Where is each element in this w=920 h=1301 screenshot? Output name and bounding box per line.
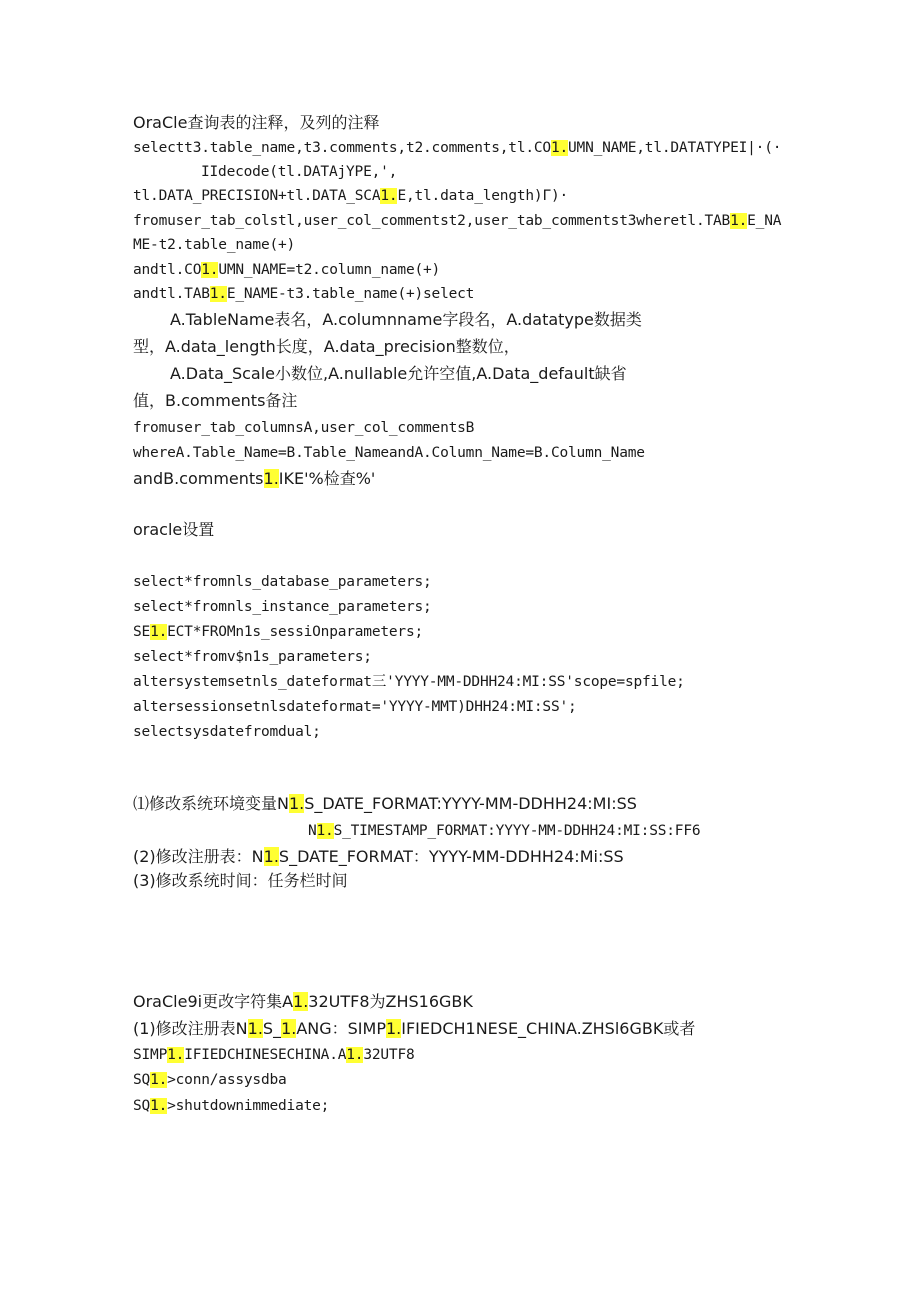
line-text: ⑴修改系统环境变量N [133, 794, 289, 813]
line-text: OraCle9i更改字符集A [133, 992, 294, 1011]
text-line [133, 1096, 329, 1116]
line-text: andB.comments [133, 469, 264, 488]
line-text: E_NA [747, 213, 782, 229]
text-line [133, 186, 568, 206]
text-line [201, 162, 397, 182]
line-text: oracle设置 [133, 520, 215, 539]
text-line [133, 235, 295, 255]
text-line [133, 697, 577, 717]
text-line [133, 1070, 287, 1090]
text-line [133, 647, 372, 667]
line-text: fromuser_tab_colstl,user_col_commentst2,user_tab_commentst3wheretl.TAB [133, 213, 731, 229]
line-text: ME-t2.table_name(+) [133, 237, 296, 253]
highlighted-text: 1. [150, 1098, 168, 1114]
line-text: altersystemsetnls_dateformat三'YYYY-MM-DDHH24:MI:SS'scope=spfile; [133, 674, 685, 690]
highlighted-text: 1. [281, 1019, 297, 1038]
line-text: 32UTF8 [363, 1047, 415, 1063]
line-text: tl.DATA_PRECISION+tl.DATA_SCA [133, 188, 381, 204]
text-line [133, 284, 474, 304]
highlighted-text: 1. [288, 794, 305, 813]
highlighted-text: 1. [263, 469, 279, 488]
line-text: (2)修改注册表：N [133, 847, 264, 866]
text-line [133, 672, 685, 692]
highlighted-text: 1. [247, 1019, 263, 1038]
line-text: S_TIMESTAMP_FORMAT:YYYY-MM-DDHH24:MI:SS:FF6 [333, 823, 701, 839]
text-line [133, 211, 781, 231]
text-line [133, 469, 375, 489]
line-text: IIdecode(tl.DATAjYPE,', [201, 164, 398, 180]
text-line [133, 871, 348, 891]
text-line [133, 337, 520, 357]
line-text: SE [133, 624, 151, 640]
line-text: IKE'%检查%' [278, 469, 376, 488]
text-line [133, 520, 214, 540]
line-text: IFIEDCH1NESE_CHINA.ZHSl6GBK或者 [401, 1019, 696, 1038]
text-line [133, 1019, 695, 1039]
line-text: UMN_NAME,tl.DATATYPEI|·(· [568, 140, 782, 156]
line-text: (3)修改系统时间：任务栏时间 [133, 871, 348, 890]
highlighted-text: 1. [293, 992, 309, 1011]
line-text: SQ [133, 1072, 151, 1088]
line-text: 值，B.comments备注 [133, 391, 298, 410]
line-text: IFIEDCHINESECHINA.A [184, 1047, 347, 1063]
highlighted-text: 1. [380, 188, 398, 204]
line-text: select*fromnls_instance_parameters; [133, 599, 432, 615]
line-text: OraCle查询表的注释，及列的注释 [133, 113, 380, 132]
line-text: A.TableName表名，A.columnname字段名，A.datatype数据类 [170, 310, 642, 329]
line-text: select*fromnls_database_parameters; [133, 574, 432, 590]
line-text: select*fromv$n1s_parameters; [133, 649, 372, 665]
text-line [133, 391, 297, 411]
line-text: altersessionsetnlsdateformat='YYYY-MMT)DHH24:MI:SS'; [133, 699, 577, 715]
highlighted-text: 1. [550, 140, 569, 156]
line-text: E,tl.data_length)Γ)· [397, 188, 569, 204]
line-text: UMN_NAME=t2.column_name(+) [218, 262, 441, 278]
line-text: N [308, 823, 317, 839]
line-text: selectsysdatefromdual; [133, 724, 321, 740]
line-text: selectt3.table_name,t3.comments,t2.comments,tl.CO [133, 140, 551, 156]
line-text: andtl.CO [133, 262, 202, 278]
text-line [133, 597, 432, 617]
highlighted-text: 1. [346, 1047, 364, 1063]
text-line [133, 722, 321, 742]
line-text: SIMP [133, 1047, 168, 1063]
text-line [133, 847, 624, 867]
highlighted-text: 1. [209, 286, 227, 302]
text-line [133, 138, 781, 158]
line-text: >conn/assysdba [167, 1072, 287, 1088]
line-text: whereA.Table_Name=B.Table_NameandA.Column_Name=B.Column_Name [133, 445, 645, 461]
line-text: S_DATE_FORMAT:YYYY-MM-DDHH24:MI:SS [304, 794, 637, 813]
text-line [133, 443, 645, 463]
line-text: andtl.TAB [133, 286, 210, 302]
text-line [133, 1045, 415, 1065]
text-line [133, 418, 474, 438]
highlighted-text: 1. [316, 823, 334, 839]
line-text: (1)修改注册表N [133, 1019, 248, 1038]
line-text: A.Data_Scale小数位,A.nullable允许空值,A.Data_default缺省 [170, 364, 627, 383]
highlighted-text: 1. [730, 213, 748, 229]
text-line [133, 794, 637, 814]
line-text: SQ [133, 1098, 151, 1114]
text-line [133, 992, 473, 1012]
text-line [170, 364, 627, 384]
text-line [308, 821, 700, 841]
highlighted-text: 1. [263, 847, 279, 866]
highlighted-text: 1. [385, 1019, 402, 1038]
text-line [133, 572, 432, 592]
text-line [133, 113, 379, 133]
highlighted-text: 1. [167, 1047, 185, 1063]
line-text: >shutdownimmediate; [167, 1098, 330, 1114]
line-text: ANG：SIMP [296, 1019, 386, 1038]
line-text: 32UTF8为ZHS16GBK [308, 992, 473, 1011]
line-text: S_ [262, 1019, 282, 1038]
highlighted-text: 1. [201, 262, 219, 278]
highlighted-text: 1. [150, 1072, 168, 1088]
highlighted-text: 1. [150, 624, 168, 640]
text-line [170, 310, 642, 330]
line-text: E_NAME-t3.table_name(+)select [226, 286, 475, 302]
line-text: 型，A.data_length长度，A.data_precision整数位， [133, 337, 520, 356]
line-text: ECT*FROMn1s_sessiOnparameters; [167, 624, 424, 640]
text-line [133, 622, 423, 642]
text-line [133, 260, 440, 280]
line-text: fromuser_tab_columnsA,user_col_commentsB [133, 420, 475, 436]
line-text: S_DATE_FORMAT：YYYY-MM-DDHH24:Mi:SS [278, 847, 624, 866]
